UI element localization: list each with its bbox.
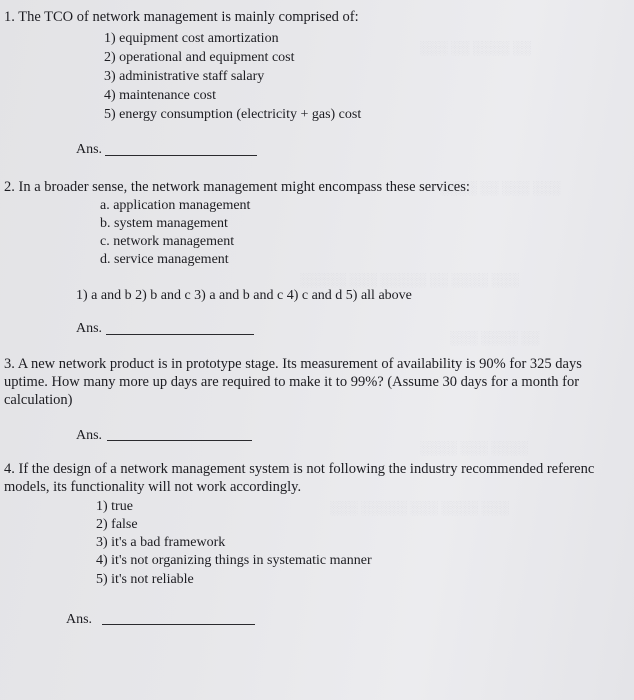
bleed-through-texture: ░░░ ░░ ░░░░ ░░ xyxy=(420,40,532,55)
q2-item: b. system management xyxy=(100,216,228,231)
q1-item: 5) energy consumption (electricity + gas) cost xyxy=(104,107,362,122)
q4-answer-blank[interactable] xyxy=(102,624,255,625)
q2-answer-label: Ans. xyxy=(76,321,103,336)
q2-options: 1) a and b 2) b and c 3) a and b and c 4) c and d 5) all above xyxy=(76,288,412,303)
question-2-title: 2. In a broader sense, the network management might encompass these services: xyxy=(4,179,470,195)
bleed-through-texture: ░░░░░ ░░░ ░░░░░ ░░ ░░░░ ░░░ xyxy=(300,272,519,287)
q4-answer-label: Ans. xyxy=(66,612,93,627)
q1-answer-label: Ans. xyxy=(76,142,103,157)
q3-answer-label: Ans. xyxy=(76,428,103,443)
bleed-through-texture: ░░░ ░░░░░ ░░░ ░░░░ ░░░ xyxy=(330,500,509,515)
question-3-line: calculation) xyxy=(4,392,73,408)
question-3-line: uptime. How many more up days are required to make it to 99%? (Assume 30 days for a month for xyxy=(4,374,580,390)
bleed-through-texture: ░░░░ ░░ ░░░ ░░░ xyxy=(440,180,561,195)
q4-item: 3) it's a bad framework xyxy=(96,535,226,550)
q4-item: 2) false xyxy=(96,517,138,532)
bleed-through-texture: ░░░ ░░░░ ░░ xyxy=(450,330,540,345)
q1-item: 3) administrative staff salary xyxy=(104,69,265,84)
q2-item: a. application management xyxy=(100,198,251,213)
q4-item: 5) it's not reliable xyxy=(96,572,194,587)
q1-item: 2) operational and equipment cost xyxy=(104,50,295,65)
q1-item: 4) maintenance cost xyxy=(104,88,216,103)
question-4-line: 4. If the design of a network management system is not following the industry recommended referenc xyxy=(4,461,595,477)
q4-item: 4) it's not organizing things in systematic manner xyxy=(96,553,372,568)
q2-item: d. service management xyxy=(100,252,229,267)
bleed-through-texture: ░░░░ ░░░ ░░░░ xyxy=(420,440,528,455)
q1-item: 1) equipment cost amortization xyxy=(104,31,279,46)
question-4-line: models, its functionality will not work accordingly. xyxy=(4,479,302,495)
q2-item: c. network management xyxy=(100,234,235,249)
question-1-title: 1. The TCO of network management is mainly comprised of: xyxy=(4,9,359,25)
question-3-line: 3. A new network product is in prototype stage. Its measurement of availability is 90% for 325 days xyxy=(4,356,582,372)
q1-answer-blank[interactable] xyxy=(105,155,257,156)
q2-answer-blank[interactable] xyxy=(106,334,254,335)
q3-answer-blank[interactable] xyxy=(107,440,252,441)
q4-item: 1) true xyxy=(96,499,133,514)
